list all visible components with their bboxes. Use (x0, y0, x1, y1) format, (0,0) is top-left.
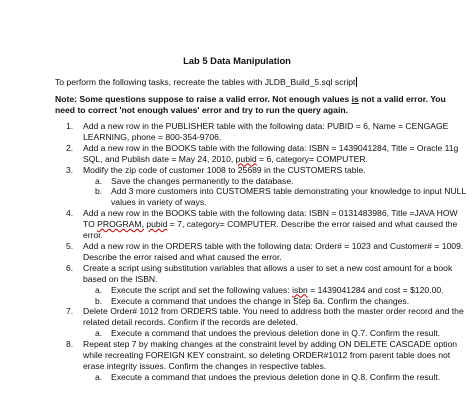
intro-text: To perform the following tasks, recreate the tables with JLDB_Build_5.sql script (55, 77, 356, 87)
sub-item-letter: a. (95, 175, 103, 186)
spellcheck-word: PROGRAM, (97, 219, 144, 230)
list-item-2 (55, 143, 467, 165)
sub-item-8a (55, 372, 467, 383)
list-item-4 (55, 208, 467, 241)
text-cursor (356, 77, 357, 87)
item-text-b: = 6, category= COMPUTER. (256, 153, 368, 164)
sub-item-text: Execute a command that undoes the previous deletion done in Q.8. Confirm the result. (111, 371, 441, 382)
list-item-8 (55, 339, 467, 372)
note-text-a: Note: Some questions suppose to raise a valid error. Not enough values (55, 94, 352, 104)
list-item-7 (55, 306, 467, 328)
sub-item-text: Add 3 more customers into CUSTOMERS table demonstrating your knowledge to input NULL values in variety of ways. (111, 186, 466, 208)
list-item-3 (55, 165, 467, 176)
item-number: 6. (66, 262, 74, 273)
sub-item-3a (55, 176, 467, 187)
item-number: 1. (66, 121, 74, 131)
sub-item-letter: b. (95, 295, 103, 306)
item-text: Modify the zip code of customer 1008 to 25689 in the CUSTOMERS table. (83, 164, 366, 175)
sub-item-6a (55, 285, 467, 296)
note-underlined-word: is (351, 94, 359, 104)
sub-item-text: Execute a command that undoes the change in Step 6a. Confirm the changes. (111, 295, 410, 306)
list-item-5 (55, 241, 467, 263)
item-number: 7. (66, 306, 74, 317)
sub-item-6b (55, 296, 467, 307)
sub-item-text-a: Execute the script and set the following values: (111, 284, 293, 295)
sub-item-text-b: = 1439041284 and cost = $120.00. (307, 284, 444, 295)
item-text-a: Add a new row in the BOOKS table with the following data: ISBN = 0131483986, Title =JAVA HOW TO (83, 208, 458, 230)
task-list (55, 121, 467, 383)
list-item-6 (55, 263, 467, 285)
sub-item-letter: a. (95, 284, 103, 295)
item-text: Repeat step 7 by making changes at the constraint level by adding ON DELETE CASCADE option while recreating FOREIGN KEY constraint, so deleting ORDER#1012 from parent table does not erase integrity issues. Confirm the changes in respective tables. (83, 339, 458, 371)
sub-item-7a (55, 328, 467, 339)
item-number: 8. (66, 339, 74, 350)
item-text: Add a new row in the ORDERS table with the following data: Order# = 1023 and Customer# = 1009. Describe the error raised and what caused the error. (83, 240, 464, 262)
intro-paragraph (55, 77, 465, 88)
note-paragraph (55, 94, 467, 116)
spellcheck-word: pubid (235, 153, 257, 164)
list-item-1 (55, 121, 467, 143)
item-text-b: = 7, category= COMPUTER. Describe the error raised and what caused the error. (83, 219, 458, 241)
item-number: 5. (66, 240, 74, 251)
spellcheck-word: isbn (292, 284, 308, 295)
item-number: 3. (66, 164, 74, 175)
spellcheck-word-2: pubid (146, 219, 168, 230)
page-title: Lab 5 Data Manipulation (183, 55, 291, 66)
item-text: Add a new row in the PUBLISHER table with the following data: PUBID = 6, Name = CENGAGE LEARNING, phone = 800-354-9706. (83, 121, 449, 142)
sub-item-letter: b. (95, 186, 103, 197)
note-text-b: not a valid error. You need to correct 'not enough values' error and try to run the query again. (55, 94, 446, 115)
sub-item-text: Execute a command that undoes the previous deletion done in Q.7. Confirm the result. (111, 328, 441, 339)
sub-item-letter: a. (95, 328, 103, 339)
item-number: 2. (66, 142, 74, 153)
item-text-a: Add a new row in the BOOKS table with the following data: ISBN = 1439041284, Title = Oracle 11g SQL, and Publish date = May 24, 2010, (83, 142, 459, 164)
sub-item-3b (55, 186, 467, 208)
sub-item-text: Save the changes permanently to the database. (111, 175, 294, 186)
item-text: Create a script using substitution variables that allows a user to set a new cost amount for a book based on the ISBN. (83, 262, 453, 284)
item-number: 4. (66, 208, 74, 219)
item-text: Delete Order# 1012 from ORDERS table. You need to address both the master order record and the related detail records. Confirm if the records are deleted. (83, 306, 464, 328)
sub-item-letter: a. (95, 371, 103, 382)
